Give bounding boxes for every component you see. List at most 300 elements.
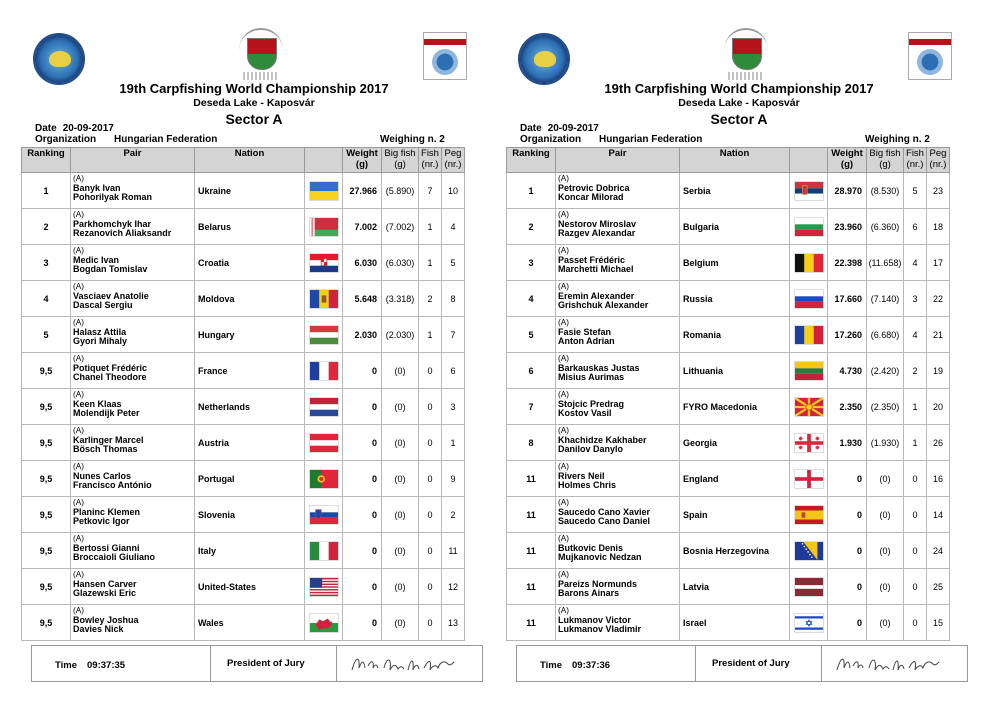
flag-cell: [305, 173, 343, 209]
romania-flag-icon: [794, 325, 824, 345]
slovenia-flag-icon: [309, 505, 339, 525]
pair-cell: [71, 497, 195, 533]
pair-group: (A): [558, 461, 570, 471]
time-stamp: Time 09:37:36: [540, 660, 611, 671]
fish-count-cell: 0: [904, 605, 927, 641]
hungary-flag-icon: [309, 325, 339, 345]
fish-count-cell: 3: [904, 281, 927, 317]
bulgaria-flag-icon: [794, 217, 824, 237]
angler-2: Petkovic Igor: [73, 516, 130, 526]
nation-cell: Croatia: [195, 245, 305, 281]
pair-cell: [71, 605, 195, 641]
angler-2: Lukmanov Vladimir: [558, 624, 642, 634]
fish-count-cell: 2: [419, 281, 442, 317]
bigfish-cell: (0): [382, 605, 419, 641]
ranking-rows: [507, 173, 973, 641]
angler-1: Potiquet Frédéric: [73, 362, 148, 373]
flag-cell: [305, 461, 343, 497]
bigfish-cell: (8.530): [867, 173, 904, 209]
col-peg: Peg (nr.): [927, 148, 950, 173]
rank-cell: 3: [22, 245, 71, 281]
bigfish-cell: (0): [382, 461, 419, 497]
flag-cell: [790, 317, 828, 353]
nation-cell: Lithuania: [680, 353, 790, 389]
pair-group: (A): [73, 461, 85, 471]
sector-heading: Sector A: [710, 111, 768, 127]
fish-count-cell: 0: [419, 569, 442, 605]
nation-cell: France: [195, 353, 305, 389]
angler-1: Karlinger Marcel: [73, 434, 144, 445]
table-row: [22, 389, 488, 425]
angler-2: Holmes Chris: [558, 480, 617, 490]
pair-group: (A): [73, 605, 85, 615]
nation-cell: Austria: [195, 425, 305, 461]
nation-cell: Ukraine: [195, 173, 305, 209]
date-line: Date 20-09-2017: [520, 123, 599, 134]
weight-cell: 22.398: [828, 245, 867, 281]
angler-1: Banyk Ivan: [73, 182, 121, 193]
table-row: [22, 209, 488, 245]
bigfish-cell: (0): [382, 425, 419, 461]
pair-cell: [71, 173, 195, 209]
bosnia-flag-icon: [794, 541, 824, 561]
peg-cell: 23: [927, 173, 950, 209]
bigfish-cell: (6.680): [867, 317, 904, 353]
weight-cell: 0: [828, 569, 867, 605]
venue-subtitle: Deseda Lake - Kaposvár: [678, 97, 800, 109]
rank-cell: 9,5: [22, 497, 71, 533]
angler-1: Nunes Carlos: [73, 470, 132, 481]
col-pair: Pair: [556, 148, 680, 173]
sector-heading: Sector A: [225, 111, 283, 127]
flag-cell: [790, 425, 828, 461]
weighing-number: Weighing n. 2: [865, 134, 930, 145]
weight-cell: 0: [343, 533, 382, 569]
pair-group: (A): [73, 245, 85, 255]
rank-cell: 8: [507, 425, 556, 461]
peg-cell: 5: [442, 245, 465, 281]
col-peg: Peg (nr.): [442, 148, 465, 173]
england-flag-icon: [794, 469, 824, 489]
wales-flag-icon: [309, 613, 339, 633]
peg-cell: 20: [927, 389, 950, 425]
angler-1: Barkauskas Justas: [558, 362, 640, 373]
angler-2: Anton Adrian: [558, 336, 615, 346]
belarus-flag-icon: [309, 217, 339, 237]
peg-cell: 15: [927, 605, 950, 641]
fish-count-cell: 5: [904, 173, 927, 209]
flag-cell: [790, 245, 828, 281]
flag-cell: [305, 209, 343, 245]
pair-group: (A): [73, 425, 85, 435]
col-flag: [305, 148, 343, 173]
pair-cell: [556, 533, 680, 569]
nation-cell: Georgia: [680, 425, 790, 461]
rank-cell: 2: [507, 209, 556, 245]
bigfish-cell: (7.002): [382, 209, 419, 245]
bigfish-cell: (11.658): [867, 245, 904, 281]
pair-cell: [71, 281, 195, 317]
rank-cell: 11: [507, 569, 556, 605]
pair-cell: [71, 461, 195, 497]
angler-1: Fasie Stefan: [558, 326, 612, 337]
austria-flag-icon: [309, 433, 339, 453]
angler-2: Dascal Sergiu: [73, 300, 133, 310]
table-row: [22, 425, 488, 461]
table-row: [507, 461, 973, 497]
russia-flag-icon: [794, 289, 824, 309]
table-row: [22, 317, 488, 353]
peg-cell: 1: [442, 425, 465, 461]
table-row: [507, 173, 973, 209]
weight-cell: 2.350: [828, 389, 867, 425]
fish-count-cell: 2: [904, 353, 927, 389]
sponsor-logo-icon: [908, 32, 952, 80]
rank-cell: 11: [507, 605, 556, 641]
table-row: [22, 569, 488, 605]
flag-cell: [790, 389, 828, 425]
angler-2: Mujkanovic Nedzan: [558, 552, 642, 562]
weight-cell: 0: [828, 461, 867, 497]
federation-crest-icon: [239, 28, 283, 82]
nation-cell: Romania: [680, 317, 790, 353]
signature-icon: [835, 652, 945, 676]
weight-cell: 28.970: [828, 173, 867, 209]
italy-flag-icon: [309, 541, 339, 561]
angler-1: Nestorov Miroslav: [558, 218, 637, 229]
nation-cell: Latvia: [680, 569, 790, 605]
fish-count-cell: 1: [419, 245, 442, 281]
weight-cell: 7.002: [343, 209, 382, 245]
table-row: [507, 605, 973, 641]
peg-cell: 26: [927, 425, 950, 461]
fish-count-cell: 6: [904, 209, 927, 245]
moldova-flag-icon: [309, 289, 339, 309]
pair-cell: [556, 497, 680, 533]
peg-cell: 4: [442, 209, 465, 245]
angler-1: Petrovic Dobrica: [558, 182, 630, 193]
peg-cell: 3: [442, 389, 465, 425]
nation-cell: Hungary: [195, 317, 305, 353]
angler-2: Bösch Thomas: [73, 444, 138, 454]
angler-2: Koncar Milorad: [558, 192, 624, 202]
weight-cell: 0: [828, 497, 867, 533]
angler-1: Keen Klaas: [73, 398, 122, 409]
fish-count-cell: 0: [904, 569, 927, 605]
fish-count-cell: 0: [904, 533, 927, 569]
pair-group: (A): [558, 173, 570, 183]
peg-cell: 10: [442, 173, 465, 209]
footer-box: [31, 645, 483, 682]
pair-cell: [556, 605, 680, 641]
bigfish-cell: (0): [867, 497, 904, 533]
bigfish-cell: (3.318): [382, 281, 419, 317]
logo-bar: [21, 28, 487, 83]
angler-1: Butkovic Denis: [558, 542, 624, 553]
angler-1: Parkhomchyk Ihar: [73, 218, 152, 229]
ranking-rows: [22, 173, 488, 641]
pair-cell: [71, 389, 195, 425]
table-row: [22, 245, 488, 281]
pair-cell: [556, 173, 680, 209]
pair-group: (A): [558, 353, 570, 363]
table-row: [22, 605, 488, 641]
fish-count-cell: 1: [904, 425, 927, 461]
nation-cell: Slovenia: [195, 497, 305, 533]
bigfish-cell: (0): [382, 497, 419, 533]
angler-2: Saucedo Cano Daniel: [558, 516, 651, 526]
rank-cell: 4: [507, 281, 556, 317]
france-flag-icon: [309, 361, 339, 381]
nation-cell: Bulgaria: [680, 209, 790, 245]
time-stamp: Time 09:37:35: [55, 660, 126, 671]
pair-group: (A): [73, 353, 85, 363]
peg-cell: 21: [927, 317, 950, 353]
pair-cell: [556, 245, 680, 281]
weight-cell: 4.730: [828, 353, 867, 389]
angler-2: Pohorilyak Roman: [73, 192, 153, 202]
fish-count-cell: 0: [419, 497, 442, 533]
pair-group: (A): [558, 605, 570, 615]
nation-cell: United-States: [195, 569, 305, 605]
results-sheet-right: [506, 0, 972, 706]
col-bigfish: Big fish (g): [382, 148, 419, 173]
results-sheet-left: [21, 0, 487, 706]
weight-cell: 17.660: [828, 281, 867, 317]
pair-cell: [556, 461, 680, 497]
signature-icon: [350, 652, 460, 676]
table-row: [507, 425, 973, 461]
netherlands-flag-icon: [309, 397, 339, 417]
angler-1: Rivers Neil: [558, 470, 605, 481]
pair-cell: [71, 569, 195, 605]
weight-cell: 0: [343, 389, 382, 425]
pair-group: (A): [558, 569, 570, 579]
peg-cell: 8: [442, 281, 465, 317]
rank-cell: 5: [507, 317, 556, 353]
angler-2: Glazewski Eric: [73, 588, 137, 598]
fish-count-cell: 0: [419, 389, 442, 425]
table-row: [22, 533, 488, 569]
peg-cell: 2: [442, 497, 465, 533]
angler-2: Razgev Alexandar: [558, 228, 636, 238]
fish-count-cell: 1: [419, 317, 442, 353]
israel-flag-icon: [794, 613, 824, 633]
col-weight: Weight (g): [828, 148, 867, 173]
pair-group: (A): [73, 317, 85, 327]
weight-cell: 0: [343, 605, 382, 641]
ranking-table: [21, 147, 488, 641]
table-row: [507, 533, 973, 569]
sponsor-logo-icon: [423, 32, 467, 80]
angler-2: Grishchuk Alexander: [558, 300, 649, 310]
peg-cell: 12: [442, 569, 465, 605]
peg-cell: 19: [927, 353, 950, 389]
pair-group: (A): [558, 425, 570, 435]
pair-group: (A): [558, 209, 570, 219]
nation-cell: Belarus: [195, 209, 305, 245]
col-pair: Pair: [71, 148, 195, 173]
col-fish: Fish (nr.): [904, 148, 927, 173]
pair-cell: [71, 353, 195, 389]
flag-cell: [790, 497, 828, 533]
organization-line: Organization Hungarian Federation: [35, 134, 218, 145]
fish-count-cell: 4: [904, 317, 927, 353]
macedonia-flag-icon: [794, 397, 824, 417]
angler-2: Francisco António: [73, 480, 152, 490]
angler-2: Gyori Mihaly: [73, 336, 128, 346]
nation-cell: Serbia: [680, 173, 790, 209]
bigfish-cell: (1.930): [867, 425, 904, 461]
weight-cell: 5.648: [343, 281, 382, 317]
rank-cell: 7: [507, 389, 556, 425]
nation-cell: Israel: [680, 605, 790, 641]
pair-cell: [556, 209, 680, 245]
angler-1: Khachidze Kakhaber: [558, 434, 647, 445]
angler-1: Saucedo Cano Xavier: [558, 506, 651, 517]
angler-1: Lukmanov Victor: [558, 614, 631, 625]
nation-cell: Netherlands: [195, 389, 305, 425]
flag-cell: [305, 389, 343, 425]
president-of-jury: President of Jury: [210, 646, 337, 681]
peg-cell: 25: [927, 569, 950, 605]
weight-cell: 0: [343, 425, 382, 461]
weight-cell: 0: [343, 497, 382, 533]
weight-cell: 0: [343, 461, 382, 497]
flag-cell: [305, 425, 343, 461]
peg-cell: 13: [442, 605, 465, 641]
rank-cell: 6: [507, 353, 556, 389]
flag-cell: [790, 605, 828, 641]
rank-cell: 9,5: [22, 569, 71, 605]
peg-cell: 7: [442, 317, 465, 353]
president-of-jury: President of Jury: [695, 646, 822, 681]
col-fish: Fish (nr.): [419, 148, 442, 173]
flag-cell: [305, 497, 343, 533]
page-title: 19th Carpfishing World Championship 2017: [604, 81, 874, 96]
date-line: Date 20-09-2017: [35, 123, 114, 134]
pair-group: (A): [73, 533, 85, 543]
peg-cell: 11: [442, 533, 465, 569]
flag-cell: [305, 317, 343, 353]
angler-1: Passet Frédéric: [558, 254, 626, 265]
pair-group: (A): [73, 497, 85, 507]
peg-cell: 17: [927, 245, 950, 281]
angler-1: Bowley Joshua: [73, 614, 139, 625]
rank-cell: 9,5: [22, 605, 71, 641]
pair-group: (A): [73, 209, 85, 219]
bigfish-cell: (0): [382, 569, 419, 605]
peg-cell: 9: [442, 461, 465, 497]
footer-box: [516, 645, 968, 682]
angler-1: Halasz Attila: [73, 326, 127, 337]
weight-cell: 17.260: [828, 317, 867, 353]
nation-cell: England: [680, 461, 790, 497]
weight-cell: 0: [828, 605, 867, 641]
table-row: [507, 569, 973, 605]
table-row: [22, 497, 488, 533]
bigfish-cell: (0): [867, 605, 904, 641]
angler-2: Broccaioli Giuliano: [73, 552, 156, 562]
bigfish-cell: (2.420): [867, 353, 904, 389]
nation-cell: Italy: [195, 533, 305, 569]
fish-count-cell: 0: [419, 425, 442, 461]
fish-count-cell: 4: [904, 245, 927, 281]
pair-group: (A): [558, 281, 570, 291]
nation-cell: FYRO Macedonia: [680, 389, 790, 425]
col-ranking: Ranking: [507, 148, 556, 173]
flag-cell: [790, 461, 828, 497]
flag-cell: [790, 533, 828, 569]
pair-cell: [556, 425, 680, 461]
nation-cell: Spain: [680, 497, 790, 533]
bigfish-cell: (0): [382, 353, 419, 389]
col-ranking: Ranking: [22, 148, 71, 173]
rank-cell: 11: [507, 461, 556, 497]
angler-1: Eremin Alexander: [558, 290, 635, 301]
pair-group: (A): [73, 281, 85, 291]
bigfish-cell: (6.030): [382, 245, 419, 281]
pair-group: (A): [558, 497, 570, 507]
pair-group: (A): [558, 245, 570, 255]
pair-cell: [71, 425, 195, 461]
flag-cell: [790, 353, 828, 389]
weight-cell: 6.030: [343, 245, 382, 281]
rank-cell: 2: [22, 209, 71, 245]
weighing-number: Weighing n. 2: [380, 134, 445, 145]
flag-cell: [305, 353, 343, 389]
fish-count-cell: 0: [419, 353, 442, 389]
table-row: [507, 389, 973, 425]
bigfish-cell: (2.030): [382, 317, 419, 353]
angler-2: Kostov Vasil: [558, 408, 612, 418]
rank-cell: 9,5: [22, 389, 71, 425]
peg-cell: 22: [927, 281, 950, 317]
nation-cell: Portugal: [195, 461, 305, 497]
table-row: [507, 317, 973, 353]
fish-count-cell: 0: [904, 497, 927, 533]
rank-cell: 9,5: [22, 353, 71, 389]
bigfish-cell: (0): [867, 533, 904, 569]
weight-cell: 0: [343, 569, 382, 605]
peg-cell: 6: [442, 353, 465, 389]
georgia-flag-icon: [794, 433, 824, 453]
flag-cell: [305, 281, 343, 317]
bigfish-cell: (2.350): [867, 389, 904, 425]
angler-1: Hansen Carver: [73, 578, 137, 589]
col-flag: [790, 148, 828, 173]
nation-cell: Wales: [195, 605, 305, 641]
rank-cell: 4: [22, 281, 71, 317]
rank-cell: 9,5: [22, 461, 71, 497]
angler-1: Vasciaev Anatolie: [73, 290, 149, 301]
angler-2: Barons Ainars: [558, 588, 620, 598]
peg-cell: 18: [927, 209, 950, 245]
usa-flag-icon: [309, 577, 339, 597]
fish-count-cell: 1: [904, 389, 927, 425]
bigfish-cell: (0): [382, 533, 419, 569]
fish-count-cell: 0: [419, 605, 442, 641]
fish-count-cell: 0: [419, 533, 442, 569]
table-row: [507, 353, 973, 389]
table-row: [507, 245, 973, 281]
angler-2: Chanel Theodore: [73, 372, 147, 382]
fish-count-cell: 1: [419, 209, 442, 245]
weight-cell: 0: [828, 533, 867, 569]
angler-2: Molendijk Peter: [73, 408, 140, 418]
bigfish-cell: (0): [867, 569, 904, 605]
pair-cell: [556, 281, 680, 317]
